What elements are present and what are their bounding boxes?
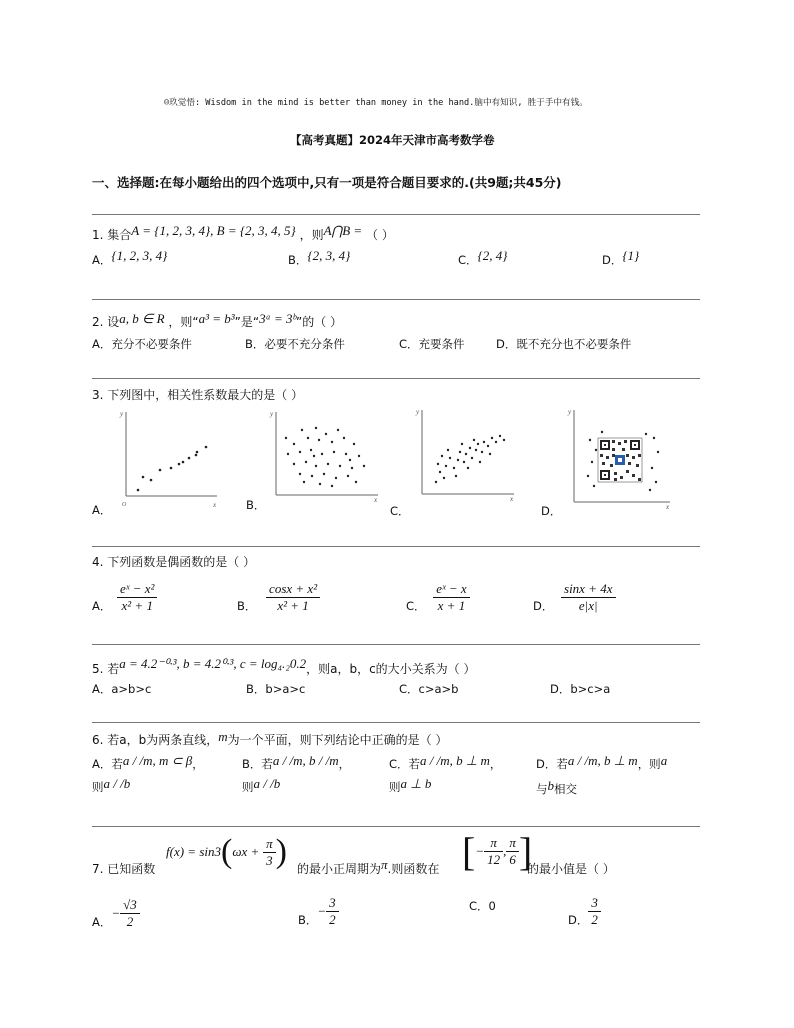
q1-prefix: 1. 集合	[92, 228, 132, 242]
option-expr: a / /m, b / /m	[272, 753, 339, 768]
option-expr: a / /m, b ⊥ m	[420, 753, 490, 768]
q7-int-left-sign: −	[475, 843, 485, 859]
q5-tail: ，则a，b，c的大小关系为（ ）	[306, 662, 476, 676]
q6-prefix: 6. 若a，b为两条直线，	[92, 733, 219, 747]
scatter-plot-a	[112, 408, 222, 510]
option-fraction	[266, 581, 320, 614]
option-value: {2, 3, 4}	[307, 248, 351, 263]
option-fraction	[120, 897, 140, 930]
option-value: {1}	[622, 248, 640, 263]
option-post: 相交	[554, 782, 577, 796]
q7-middle	[297, 857, 440, 877]
option-pre: 则	[242, 780, 254, 794]
option-sep: ，	[489, 757, 502, 771]
q5-option-c[interactable]: C．c>a>b	[399, 682, 459, 696]
fraction-denominator: 2	[591, 912, 598, 927]
q6-option-a[interactable]	[92, 753, 204, 772]
section-heading: 一、选择题:在每小题给出的四个选项中,只有一项是符合题目要求的.(共9题;共45分)	[92, 175, 562, 190]
option-label: A．若	[92, 757, 123, 771]
q5-expr: a = 4.2⁻⁰·³, b = 4.2⁰·³, c = log₄.₂0.2	[119, 656, 307, 671]
comma: ,	[503, 843, 507, 859]
option-fraction	[433, 581, 469, 614]
divider	[92, 546, 700, 547]
q3-label-a: A．	[92, 503, 112, 517]
q2-option-c[interactable]: C．充要条件	[399, 337, 465, 351]
option-fraction	[326, 895, 339, 928]
question-7-prefix: 7. 已知函数	[92, 862, 156, 876]
q1-option-b[interactable]	[288, 248, 351, 268]
q1-paren: （ ）	[366, 228, 394, 242]
header-quote: ☺玖觉悟: Wisdom in the mind is better than money in the hand.脑中有知识, 胜于手中有钱。	[164, 98, 588, 108]
q7-int-right	[506, 835, 519, 868]
option-value: {2, 4}	[477, 248, 508, 263]
q1-option-c[interactable]	[458, 248, 508, 268]
q2-tail: ”的（ ）	[296, 315, 343, 329]
option-sign: −	[317, 903, 327, 919]
option-sign: −	[111, 905, 121, 921]
q1-option-a[interactable]	[92, 248, 168, 268]
q6-option-c-cont	[389, 776, 432, 795]
q2-option-a[interactable]: A．充分不必要条件	[92, 337, 192, 351]
option-value: 0	[488, 899, 496, 913]
q7-tail: 的最小值是（ ）	[527, 862, 615, 876]
fraction-denominator: 2	[329, 912, 336, 927]
left-paren: (	[220, 833, 233, 870]
divider	[92, 299, 700, 300]
fraction-denominator: 6	[509, 852, 516, 867]
q7-mid: 的最小正周期为	[297, 862, 382, 876]
fraction-denominator: x² + 1	[121, 598, 153, 613]
option-extra: a	[660, 753, 668, 768]
fraction-numerator: cosx + x²	[266, 581, 320, 598]
q6-option-a-cont	[92, 776, 131, 795]
option-label: C．若	[389, 757, 421, 771]
option-expr: a ⊥ b	[400, 776, 432, 791]
q2-mid1: ，则“	[168, 315, 199, 329]
fraction-numerator: eˣ − x	[433, 581, 469, 598]
option-sep: ，	[192, 757, 204, 771]
axis-x-label: x	[374, 496, 378, 503]
option-pre: 则	[389, 780, 401, 794]
origin-label: O	[122, 502, 127, 508]
fraction-denominator: 12	[487, 852, 501, 867]
question-2-stem	[92, 313, 342, 330]
q7-option-b[interactable]	[298, 884, 339, 928]
option-fraction	[561, 581, 615, 614]
option-label: C．	[458, 253, 478, 267]
option-fraction	[117, 581, 157, 614]
page-title: 【高考真题】2024年天津市高考数学卷	[290, 133, 495, 147]
divider	[92, 722, 700, 723]
q7-function	[166, 833, 287, 871]
q7-inner: ωx +	[232, 844, 260, 859]
q7-pi-over-3	[263, 836, 276, 869]
q7-func-name: f(x) = sin3	[166, 844, 221, 859]
option-pre: 与	[536, 782, 548, 796]
q3-label-c: C．	[390, 504, 410, 518]
axis-x-label: x	[213, 501, 217, 509]
fraction-numerator: π	[484, 835, 503, 852]
right-bracket: ]	[518, 829, 533, 874]
q3-label-b: B．	[246, 498, 266, 512]
q5-option-a[interactable]: A．a>b>c	[92, 682, 152, 696]
question-3-stem: 3. 下列图中，相关性系数最大的是（ ）	[92, 388, 304, 402]
q4-option-c[interactable]	[406, 572, 470, 614]
option-expr: a / /b	[103, 776, 131, 791]
q6-option-d-cont	[536, 778, 577, 797]
fraction-denominator: x² + 1	[277, 598, 309, 613]
option-label: D．若	[536, 757, 568, 771]
left-bracket: [	[462, 829, 476, 874]
fraction-numerator: 3	[588, 895, 601, 912]
axis-x-label: x	[510, 495, 514, 502]
q2-option-d[interactable]: D．既不充分也不必要条件	[496, 337, 632, 351]
fraction-denominator: 3	[266, 852, 273, 868]
fraction-numerator: 3	[326, 895, 339, 912]
option-label: A．	[92, 915, 112, 929]
divider	[92, 826, 700, 827]
q2-prefix: 2. 设	[92, 315, 120, 329]
axis-x-label: x	[666, 503, 670, 510]
option-expr: a / /b	[253, 776, 281, 791]
option-pre: 则	[92, 780, 104, 794]
option-label: C．	[469, 899, 489, 913]
option-label: B．	[288, 253, 308, 267]
option-label: A．	[92, 253, 112, 267]
q7-interval	[462, 828, 532, 875]
q5-option-d[interactable]: D．b>c>a	[550, 682, 611, 696]
scatter-plot-d	[562, 406, 674, 510]
q2-e2: 3ᵃ = 3ᵇ	[259, 311, 297, 326]
q6-option-b-cont	[242, 776, 281, 795]
q4-option-a[interactable]	[92, 572, 157, 614]
q1-sets: A = {1, 2, 3, 4}, B = {2, 3, 4, 5}	[131, 223, 296, 238]
q2-mid2: ”是“	[234, 315, 260, 329]
option-label: A．	[92, 599, 112, 613]
option-label: D．	[568, 913, 589, 927]
question-5-stem	[92, 656, 476, 677]
right-paren: )	[275, 833, 287, 870]
option-label: B．	[298, 913, 318, 927]
q4-option-b[interactable]	[237, 572, 320, 614]
option-sep: ，	[338, 757, 351, 771]
question-1-stem	[92, 223, 394, 243]
axis-y-label: y	[416, 408, 420, 416]
q7-option-c[interactable]	[469, 898, 496, 914]
q7-period: π	[381, 857, 388, 872]
q2-option-b[interactable]: B．必要不充分条件	[245, 337, 345, 351]
option-label: D．	[602, 253, 623, 267]
fraction-denominator: e|x|	[578, 598, 598, 613]
divider	[92, 378, 700, 379]
q6-plane: m	[218, 729, 228, 744]
q7-option-d[interactable]	[568, 884, 601, 928]
q1-mid: ，则	[299, 228, 324, 242]
fraction-denominator: x + 1	[437, 598, 466, 613]
question-6-stem	[92, 731, 447, 748]
q6-tail: 为一个平面，则下列结论中正确的是（ ）	[227, 733, 448, 747]
option-value: {1, 2, 3, 4}	[111, 248, 168, 263]
fraction-denominator: 2	[126, 914, 134, 929]
option-label: C．	[406, 599, 426, 613]
fraction-numerator: √3	[120, 897, 140, 914]
qr-code-icon	[598, 438, 642, 482]
q2-cond: a, b ∈ R	[119, 311, 165, 326]
q5-prefix: 5. 若	[92, 662, 120, 676]
option-expr: a / /m, m ⊂ β	[122, 753, 193, 768]
scatter-plot-b	[264, 408, 382, 503]
option-label: D．	[533, 599, 554, 613]
q6-option-c[interactable]	[389, 753, 502, 772]
axis-y-label: y	[270, 410, 274, 418]
option-fraction	[588, 895, 601, 928]
q7-option-a[interactable]	[92, 886, 140, 930]
q4-option-d[interactable]	[533, 572, 616, 614]
fraction-numerator: π	[506, 835, 519, 852]
fraction-numerator: π	[263, 836, 276, 853]
q7-int-left	[484, 835, 503, 868]
q6-option-d[interactable]	[536, 753, 668, 772]
option-expr: b	[547, 778, 554, 793]
fraction-numerator: eˣ − x²	[117, 581, 157, 598]
q7-mid2: .则函数在	[387, 862, 440, 876]
question-4-stem: 4. 下列函数是偶函数的是（ ）	[92, 555, 256, 569]
axis-y-label: y	[568, 408, 572, 416]
option-label: B．若	[242, 757, 273, 771]
q6-option-b[interactable]	[242, 753, 351, 772]
option-label: B．	[237, 599, 257, 613]
q5-option-b[interactable]: B．b>a>c	[246, 682, 306, 696]
q1-expr: A⋂B =	[323, 223, 363, 238]
divider	[92, 644, 700, 645]
q3-label-d: D．	[541, 504, 562, 518]
fraction-numerator: sinx + 4x	[561, 581, 615, 598]
option-expr: a / /m, b ⊥ m	[567, 753, 638, 768]
axis-y-label: y	[120, 410, 124, 418]
q1-option-d[interactable]	[602, 248, 640, 268]
divider	[92, 214, 700, 215]
scatter-plot-c	[410, 406, 518, 502]
option-sep: ，则	[637, 757, 661, 771]
q2-e1: a³ = b³	[198, 311, 235, 326]
